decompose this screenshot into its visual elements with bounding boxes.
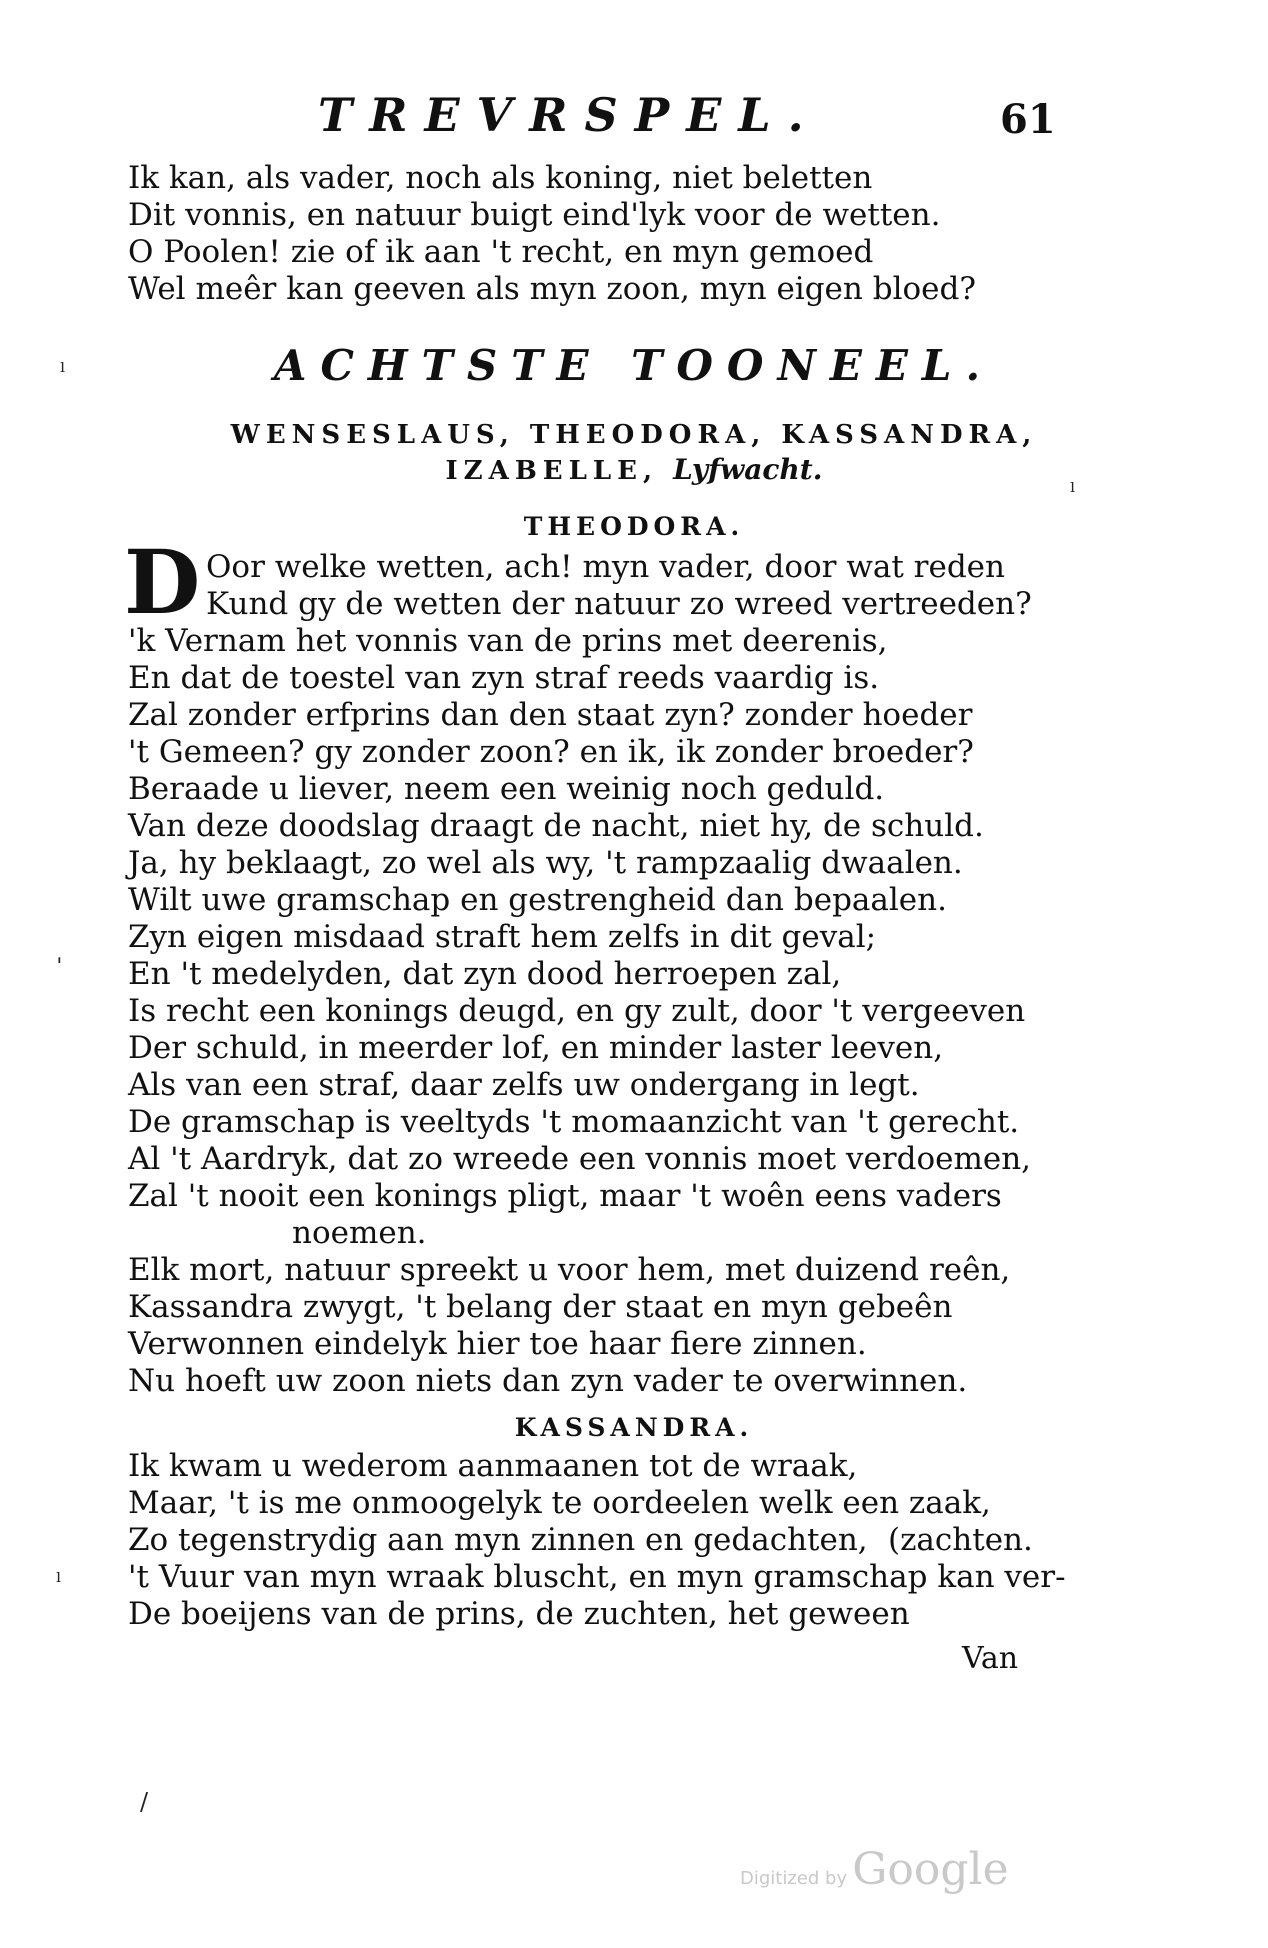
margin-mark: ˡ bbox=[60, 358, 66, 386]
verse-line: Ja, hy beklaagt, zo wel als wy, 't rampzaalig dwaalen. bbox=[128, 845, 963, 881]
verse-line: Van deze doodslag draagt de nacht, niet hy, de schuld. bbox=[128, 808, 984, 844]
kassandra-speech bbox=[128, 1448, 1128, 1633]
verse-line: Oor welke wetten, ach! myn vader, door wat reden bbox=[206, 549, 1005, 585]
drop-cap: D bbox=[124, 530, 201, 634]
theodora-speech bbox=[128, 623, 1128, 1400]
page-number: 61 bbox=[1000, 96, 1056, 143]
verse-line: 'k Vernam het vonnis van de prins met deerenis, bbox=[128, 623, 888, 659]
verse-line: Kassandra zwygt, 't belang der staat en myn gebeên bbox=[128, 1289, 953, 1325]
margin-mark: ˡ bbox=[56, 1568, 62, 1596]
verse-line: Zal 't nooit een konings pligt, maar 't woên eens vaders bbox=[128, 1178, 1002, 1214]
speaker-kassandra: KASSANDRA. bbox=[514, 1413, 754, 1442]
verse-line: Zal zonder erfprins dan den staat zyn? zonder hoeder bbox=[128, 697, 973, 733]
cast-names: IZABELLE, bbox=[445, 456, 659, 486]
watermark-prefix: Digitized by bbox=[740, 1868, 848, 1889]
verse-line: De gramschap is veeltyds 't momaanzicht van 't gerecht. bbox=[128, 1104, 1020, 1140]
verse-line: Ik kan, als vader, noch als koning, niet beletten bbox=[128, 160, 873, 196]
verse-line: 't Gemeen? gy zonder zoon? en ik, ik zonder broeder? bbox=[128, 734, 974, 770]
verse-line: Wilt uwe gramschap en gestrengheid dan bepaalen. bbox=[128, 882, 947, 918]
verse-line: O Poolen! zie of ik aan 't recht, en myn gemoed bbox=[128, 234, 874, 270]
digitization-watermark bbox=[740, 1844, 1009, 1895]
verse-line: Kund gy de wetten der natuur zo wreed vertreeden? bbox=[206, 586, 1032, 622]
verse-line: Is recht een konings deugd, en gy zult, door 't vergeeven bbox=[128, 993, 1026, 1029]
margin-mark: ˌ bbox=[56, 938, 63, 966]
verse-line: De boeijens van de prins, de zuchten, het geween bbox=[128, 1596, 910, 1632]
theodora-opening bbox=[206, 549, 1206, 623]
catchword: Van bbox=[962, 1641, 1019, 1676]
verse-line: Zyn eigen misdaad straft hem zelfs in dit geval; bbox=[128, 919, 877, 955]
cast-list-line-1: WENSESLAUS, THEODORA, KASSANDRA, bbox=[230, 420, 1038, 450]
verse-line: En dat de toestel van zyn straf reeds vaardig is. bbox=[128, 660, 880, 696]
verse-line: Wel meêr kan geeven als myn zoon, myn eigen bloed? bbox=[128, 271, 976, 307]
cast-list-line-2 bbox=[0, 453, 1268, 486]
verse-line: 't Vuur van myn wraak bluscht, en myn gramschap kan ver- bbox=[128, 1559, 1066, 1595]
verse-line: En 't medelyden, dat zyn dood herroepen zal, bbox=[128, 956, 842, 992]
verse-line: Verwonnen eindelyk hier toe haar fiere zinnen. bbox=[128, 1326, 867, 1362]
verse-line: Nu hoeft uw zoon niets dan zyn vader te overwinnen. bbox=[128, 1363, 968, 1399]
verse-line: Ik kwam u wederom aanmaanen tot de wraak, bbox=[128, 1448, 858, 1484]
opening-verse bbox=[128, 160, 1128, 308]
verse-line: Als van een straf, daar zelfs uw ondergang in legt. bbox=[128, 1067, 920, 1103]
margin-mark: ˡ bbox=[1070, 478, 1076, 506]
running-head: TREVRSPEL. bbox=[318, 88, 821, 142]
speaker-theodora: THEODORA. bbox=[523, 512, 745, 541]
verse-line: Maar, 't is me onmoogelyk te oordeelen welk een zaak, bbox=[128, 1485, 991, 1521]
scene-title: ACHTSTE TOONEEL. bbox=[273, 341, 995, 390]
cast-guard: Lyfwacht. bbox=[673, 453, 823, 486]
verse-line: Al 't Aardryk, dat zo wreede een vonnis moet verdoemen, bbox=[128, 1141, 1032, 1177]
verse-line-with-turnover bbox=[128, 1522, 1128, 1559]
verse-line: Dit vonnis, en natuur buigt eind'lyk voor de wetten. bbox=[128, 197, 941, 233]
verse-line: Der schuld, in meerder lof, en minder laster leeven, bbox=[128, 1030, 944, 1066]
verse-line: Beraade u liever, neem een weinig noch geduld. bbox=[128, 771, 885, 807]
verse-line: Elk mort, natuur spreekt u voor hem, met duizend reên, bbox=[128, 1252, 1011, 1288]
verse-text: Zo tegenstrydig aan myn zinnen en gedachten, bbox=[128, 1522, 868, 1558]
verse-line-turnover: noemen. bbox=[292, 1215, 427, 1251]
google-logo: Google bbox=[852, 1844, 1009, 1895]
turnover-word: (zachten. bbox=[888, 1522, 1033, 1558]
margin-mark: / bbox=[140, 1788, 149, 1816]
